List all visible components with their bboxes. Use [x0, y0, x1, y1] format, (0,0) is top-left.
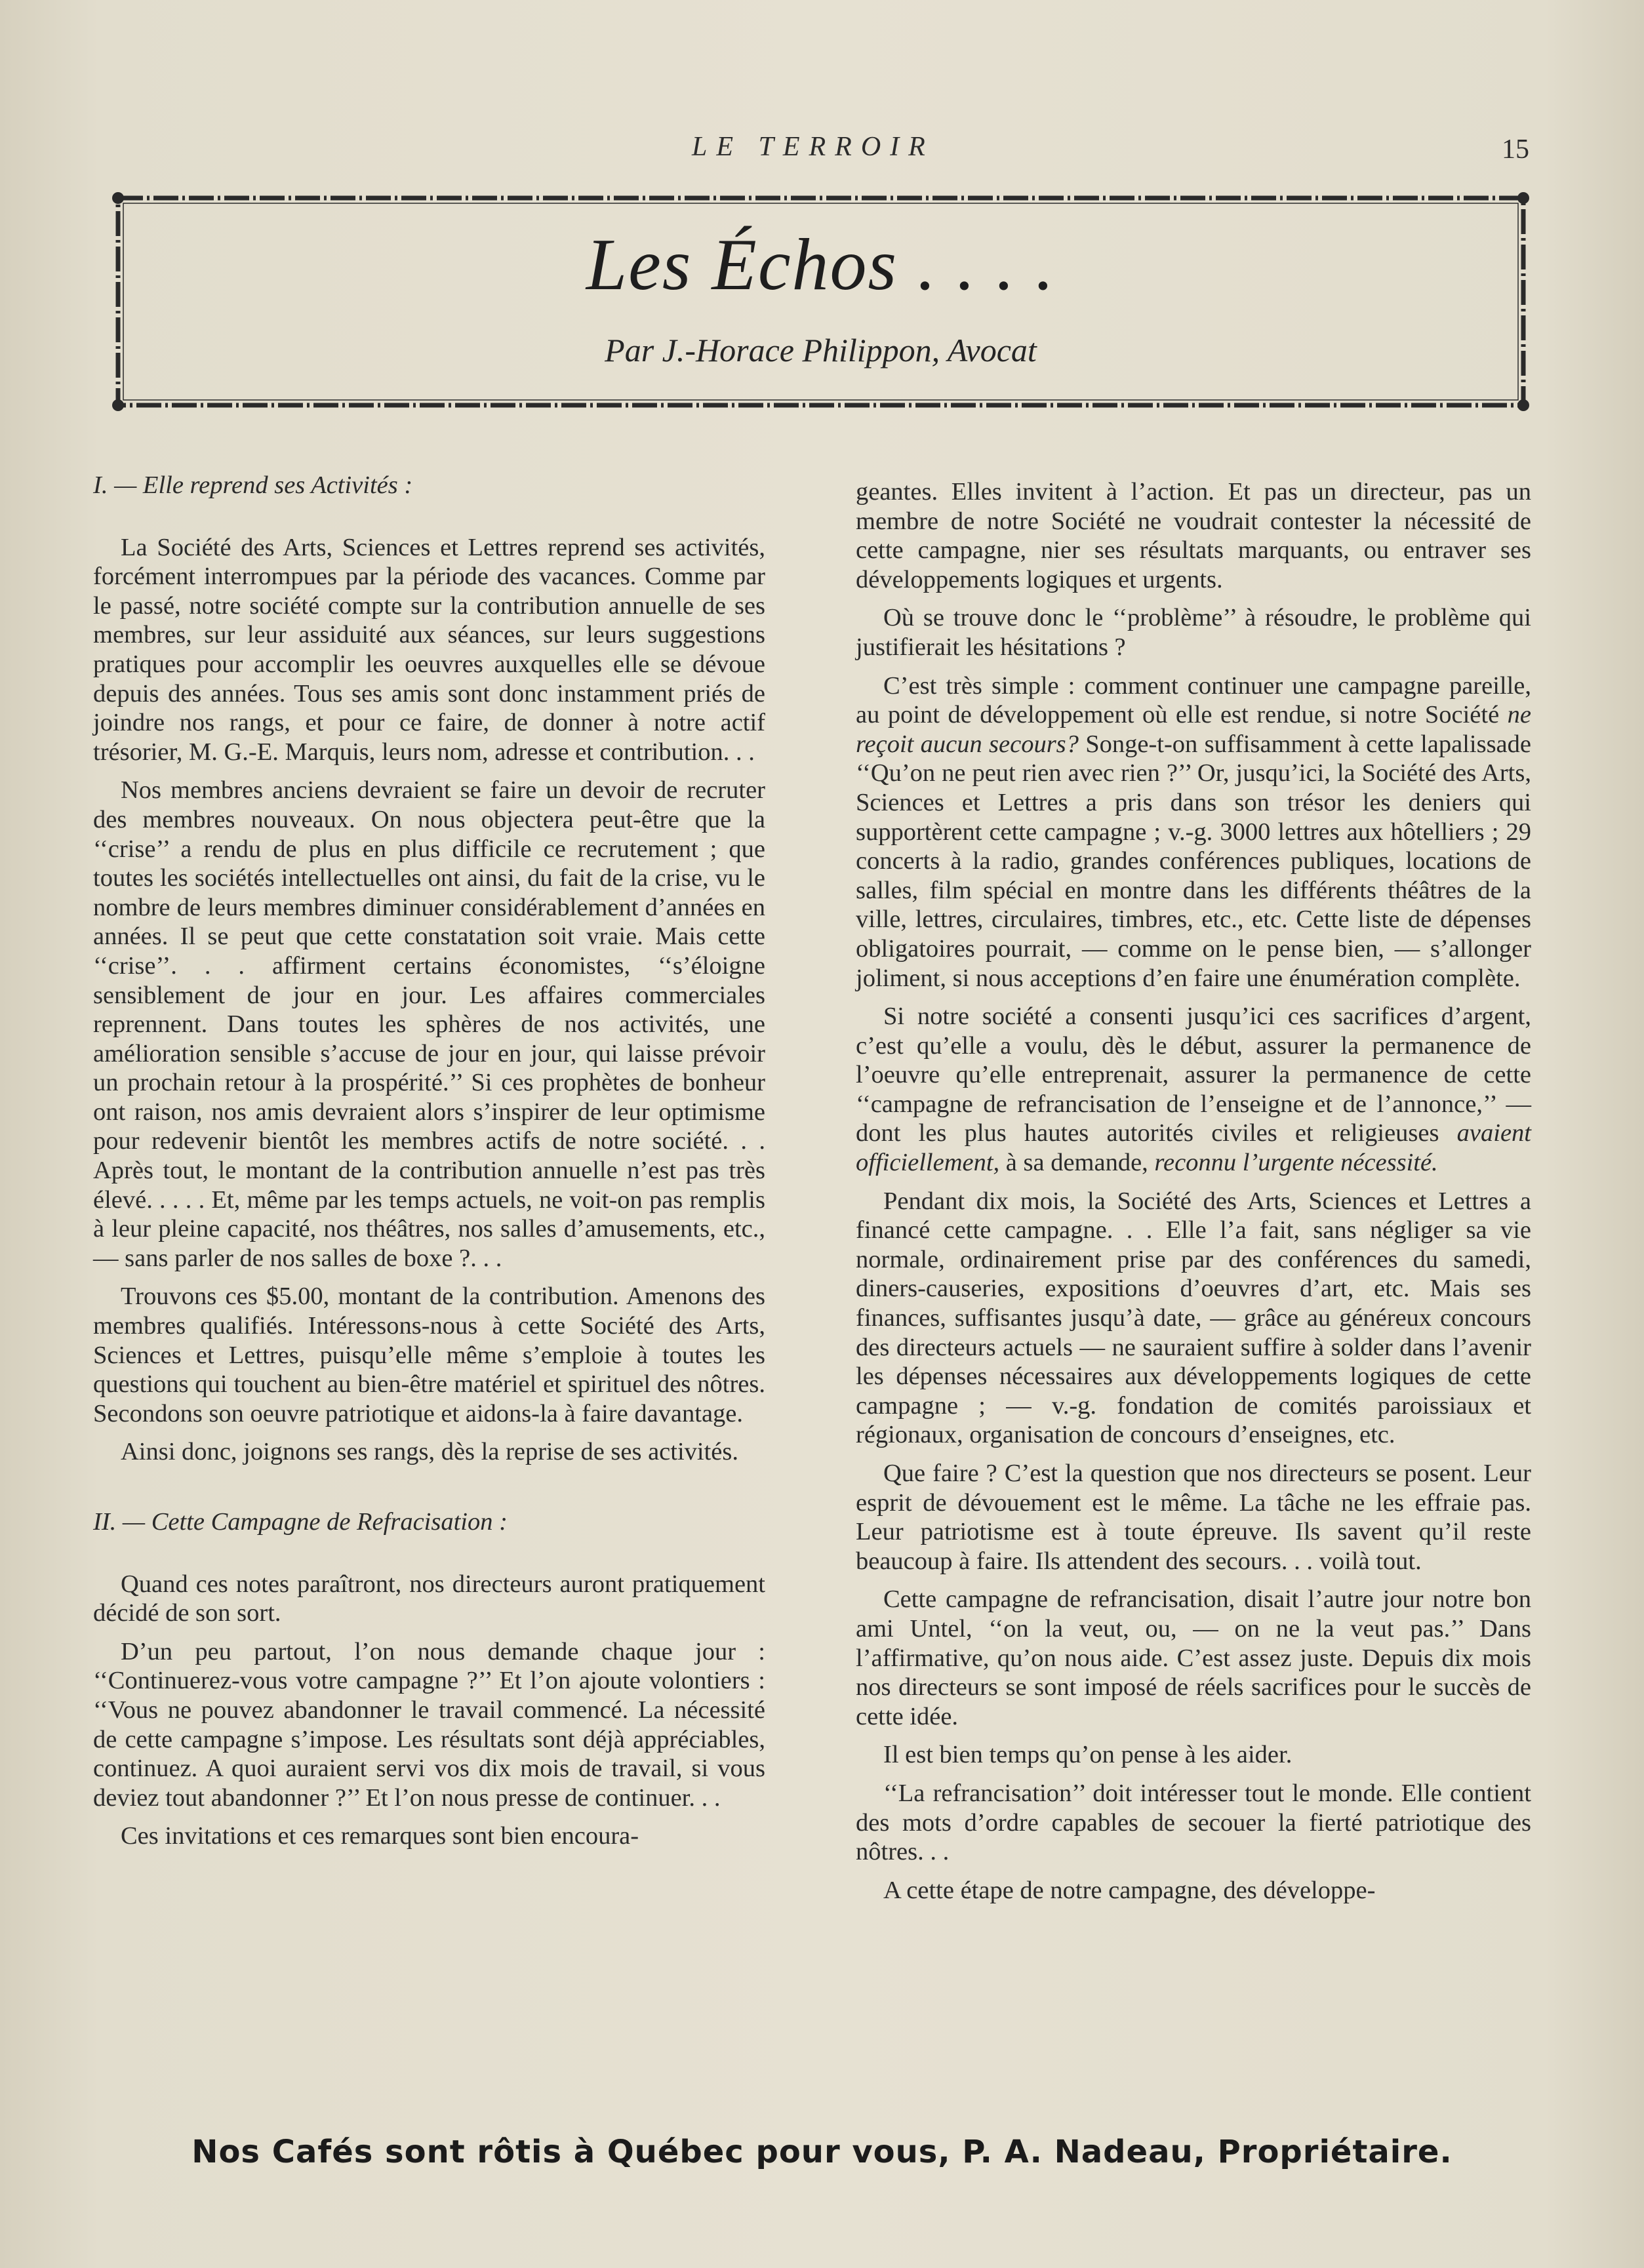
left-column	[93, 471, 765, 1851]
paragraph: Quand ces notes paraîtront, nos directeurs auront pratiquement décidé de son sort.	[93, 1570, 765, 1627]
journal-name: LE TERROIR	[692, 132, 934, 162]
section-heading-activities: I. — Elle reprend ses Activités :	[93, 471, 413, 499]
paragraph	[856, 671, 1531, 993]
text-run: Songe-t-on suffisamment à cette lapalissade ‘‘Qu’on ne peut rien avec rien ?’’ Or, jusqu’ici, la Société des Arts, Sciences et Lettres a pris dans son trésor les deniers qui supportèrent cette campagne ; v.-g. 3000 lettres aux hôtelliers ; 29 concerts à la radio, grandes conférences publiques, locations de salles, film spécial en montre dans les différents théâtres de la ville, lettres, circulaires, timbres, etc., etc. Cette liste de dépenses obligatoires pourrait, — comme on le pense bien, — s’allonger joliment, si nous acceptions d’en faire une énumération complète.	[856, 730, 1531, 992]
paragraph: Pendant dix mois, la Société des Arts, Sciences et Lettres a financé cette campagne. . . Elle l’a fait, sans négliger sa vie normale, ordinairement prise par des conférences du samedi, diners-causeries, expositions d’oeuvres d’art, etc. Mais ses finances, suffisantes jusqu’à date, — grâce au généreux concours des directeurs actuels — ne sauraient suffire à solder dans l’avenir les dépenses nécessaires aux développements logiques de cette campagne ; — v.-g. fondation de comités paroissiaux et régionaux, organisation de concours d’enseignes, etc.	[856, 1187, 1531, 1449]
running-head	[0, 131, 1644, 170]
article-title: Les Échos . . . .	[586, 224, 1056, 306]
paragraph: Ainsi donc, joignons ses rangs, dès la reprise de ses activités.	[121, 1438, 738, 1466]
paragraph: Nos membres anciens devraient se faire un devoir de recruter des membres nouveaux. On nous objectera peut-être que la ‘‘crise’’ a rendu de plus en plus difficile ce recrutement ; que toutes les sociétés intellectuelles ont ainsi, du fait de la crise, vu le nombre de leurs membres diminuer considérablement d’années en années. Il se peut que cette constatation soit vraie. Mais cette ‘‘crise’’. . . affirment certains économistes, ‘‘s’éloigne sensiblement de jour en jour. Les affaires commerciales reprennent. Dans toutes les sphères de nos activités, une amélioration sensible s’accuse de jour en jour, qui laisse prévoir un prochain retour à la prospérité.’’ Si ces prophètes de bonheur ont raison, nos amis devraient alors s’inspirer de leur optimisme pour redevenir bientôt les membres actifs de notre société. . . Après tout, le montant de la contribution annuelle n’est pas très élevé. . . . . Et, même par les temps actuels, ne voit-on pas remplis à leur pleine capacité, nos théâtres, nos salles d’amusements, etc., — sans parler de nos salles de boxe ?. . .	[93, 776, 765, 1272]
emphasis: avaient officiellement,	[856, 1119, 1531, 1177]
text-run: à sa demande,	[999, 1149, 1155, 1177]
text-run: Si notre société a consenti jusqu’ici ces sacrifices d’argent, c’est qu’elle a voulu, dès le début, assurer la permanence de l’oeuvre qu’elle entreprenait, assurer la permanence de cette ‘‘campagne de refrancisation de l’enseigne et de l’annonce,’’ — dont les plus hautes autorités civiles et religieuses	[856, 1003, 1531, 1147]
paragraph: A cette étape de notre campagne, des développe-	[883, 1876, 1376, 1904]
paragraph: geantes. Elles invitent à l’action. Et pas un directeur, pas un membre de notre Société ne voudrait contester la nécessité de cette campagne, nier ses résultats marquants, ou entraver ses développements logiques et urgents.	[856, 478, 1531, 593]
paragraph: Trouvons ces $5.00, montant de la contribution. Amenons des membres qualifiés. Intéressons-nous à cette Société des Arts, Sciences et Lettres, puisqu’elle même s’emploie à toutes les questions qui touchent au bien-être matériel et spirituel des nôtres. Secondons son oeuvre patriotique et aidons-la à faire davantage.	[93, 1283, 765, 1427]
paragraph: Cette campagne de refrancisation, disait l’autre jour notre bon ami Untel, ‘‘on la veut, ou, — on ne la veut pas.’’ Dans l’affirmative, qu’on nous aide. C’est assez juste. Depuis dix mois nos directeurs se sont imposé de réels sacrifices pour le succès de cette idée.	[856, 1585, 1531, 1730]
paragraph: Que faire ? C’est la question que nos directeurs se posent. Leur esprit de dévouement est le même. La tâche ne les effraie pas. Leur patriotisme est à toute épreuve. Ils savent qu’il reste beaucoup à faire. Ils attendent des secours. . . voilà tout.	[856, 1460, 1531, 1575]
footer-advertisement: Nos Cafés sont rôtis à Québec pour vous, P. A. Nadeau, Propriétaire.	[191, 2134, 1453, 2170]
emphasis: ne reçoit aucun secours?	[856, 701, 1531, 758]
title-frame	[110, 190, 1531, 413]
section-heading-campaign: II. — Cette Campagne de Refracisation :	[93, 1508, 508, 1536]
paragraph: D’un peu partout, l’on nous demande chaque jour : ‘‘Continuerez-vous votre campagne ?’’ Et l’on ajoute volontiers : ‘‘Vous ne pouvez abandonner le travail commencé. La nécessité de cette campagne s’impose. Les résultats sont déjà appréciables, continuez. A quoi auraient servi vos dix mois de travail, si vous deviez tout abandonner ?’’ Et l’on nous presse de continuer. . .	[93, 1637, 765, 1812]
byline: Par J.-Horace Philippon, Avocat	[605, 332, 1037, 368]
right-column	[856, 477, 1531, 1905]
page-number: 15	[1502, 134, 1529, 165]
paragraph: Ces invitations et ces remarques sont bien encoura-	[121, 1822, 639, 1850]
paragraph: La Société des Arts, Sciences et Lettres reprend ses activités, forcément interrompues par la période des vacances. Comme par le passé, notre société compte sur la contribution annuelle de ses membres, sur leur assiduité aux séances, sur leurs suggestions pratiques pour accomplir les oeuvres auxquelles elle se dévoue depuis des années. Tous ses amis sont donc instamment priés de joindre nos rangs, et pour ce faire, de donner à notre actif trésorier, M. G.-E. Marquis, leurs nom, adresse et contribution. . .	[93, 533, 765, 766]
paragraph: Où se trouve donc le ‘‘problème’’ à résoudre, le problème qui justifierait les hésitations ?	[856, 604, 1531, 661]
text-run: C’est très simple : comment continuer une campagne pareille, au point de développement où elle est rendue, si notre Société	[856, 671, 1531, 729]
paragraph	[856, 1002, 1531, 1178]
emphasis: reconnu l’urgente nécessité.	[1154, 1149, 1438, 1177]
paragraph: ‘‘La refrancisation’’ doit intéresser tout le monde. Elle contient des mots d’ordre capables de secouer la fierté patriotique des nôtres. . .	[856, 1779, 1531, 1866]
paragraph: Il est bien temps qu’on pense à les aider.	[883, 1741, 1293, 1769]
